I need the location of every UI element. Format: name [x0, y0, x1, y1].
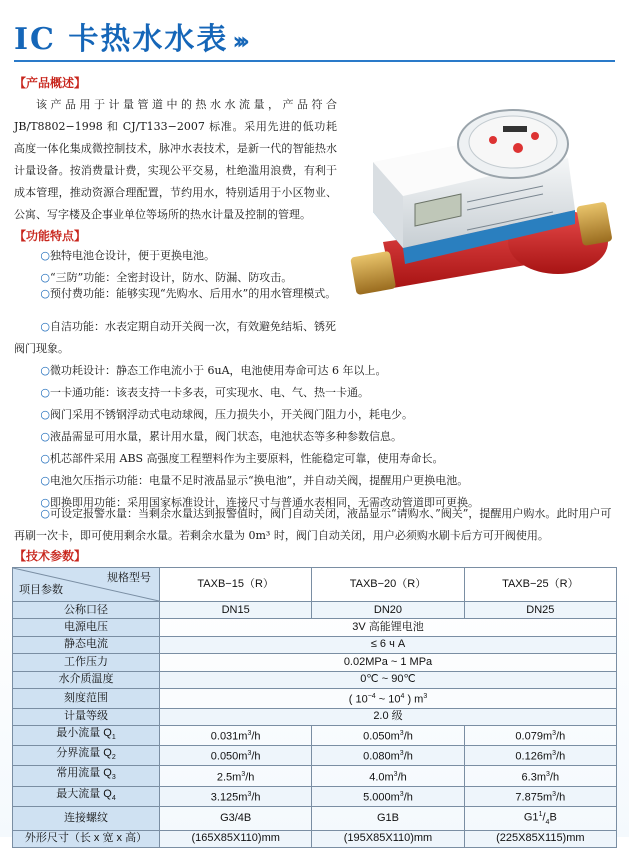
page-title [14, 14, 244, 58]
cell-value: 0.080 [363, 751, 391, 764]
superscript: 3 [399, 730, 404, 738]
superscript: 4 [400, 692, 405, 700]
table-cell: $7.875m^3/h$ [464, 786, 616, 806]
row-label [13, 726, 160, 746]
table-cell: (195X85X110)mm [312, 830, 464, 847]
feature-text: 电池欠压指示功能：电量不足时液晶显示“换电池”，并自动关阀，提醒用户更换电池。 [50, 474, 469, 487]
table-row [13, 830, 617, 847]
table-row [13, 806, 617, 830]
cell-value: B [549, 811, 557, 824]
cell-value: 0.126 [515, 751, 543, 764]
table-cell: DN20 [312, 602, 464, 619]
superscript: 3 [546, 770, 550, 778]
row-label: 电源电压 [13, 619, 160, 636]
cell-value: 0.031 [210, 730, 239, 743]
feature-item [14, 316, 337, 360]
table-cell: (225X85X115)mm [464, 830, 616, 847]
table-header-corner [13, 568, 160, 602]
superscript: 3 [399, 790, 404, 798]
row-label [13, 786, 160, 806]
table-cell: 3V 高能锂电池 [160, 619, 617, 636]
feature-text: 预付费功能：能够实现“先购水、后用水”的用水管理模式。 [50, 287, 337, 300]
feature-text: 液晶需显可用水量，累计用水量，阀门状态，电池状态等多种参数信息。 [50, 430, 402, 443]
table-row [13, 602, 617, 619]
table-cell: $0.079m^3/h$ [464, 726, 616, 746]
superscript: 3 [393, 770, 398, 778]
superscript: 3 [247, 750, 252, 758]
row-label-text: 分界流量 Q [56, 747, 112, 760]
superscript: 3 [247, 730, 252, 738]
feature-text: 机芯部件采用 ABS 高强度工程塑料作为主要原料，性能稳定可靠，使用寿命长。 [50, 452, 444, 465]
cell-value: 0.079 [515, 730, 543, 743]
circle-bullet-icon: ○ [40, 386, 50, 399]
feature-item [14, 448, 444, 470]
table-cell: G1B [312, 806, 464, 830]
table-row [13, 708, 617, 725]
section-specs-heading: 【技术参数】 [14, 549, 87, 563]
circle-bullet-icon: ○ [40, 408, 50, 421]
superscript: 3 [552, 790, 557, 798]
row-label-text: 最小流量 Q [56, 727, 112, 739]
circle-bullet-icon: ○ [40, 430, 50, 443]
cell-value: 3.125 [210, 791, 239, 804]
row-label: 连接螺纹 [13, 806, 160, 830]
table-row [13, 786, 617, 806]
feature-text: 可设定报警水量：当剩余水量达到报警值时，阀门自动关闭，液晶显示“请购水、”阀关”，提醒用户购水。此时用户可再刷一次卡，即可使用剩余水量。若剩余水量为 0m³ 时，阀门自动关闭，用户必须购水刷卡后方可开阀使用。 [14, 507, 612, 542]
section-overview-heading: 【产品概述】 [14, 76, 87, 90]
cell-value: 0.050 [210, 751, 239, 764]
feature-text: 即换即用功能：采用国家标准设计，连接尺寸与普通水表相同，无需改动管道即可更换。 [50, 496, 479, 509]
title-divider [14, 60, 615, 62]
circle-bullet-icon: ○ [40, 496, 50, 509]
cell-value: 0.050 [363, 730, 391, 743]
subscript: 3 [111, 774, 116, 782]
table-cell: $G1^1/_4B$ [464, 806, 616, 830]
circle-bullet-icon: ○ [40, 507, 50, 520]
superscript: 3 [399, 750, 404, 758]
section-features-heading: 【功能特点】 [14, 229, 87, 243]
column-header: TAXB−15（R） [160, 568, 312, 602]
feature-text: “三防”功能：全密封设计，防水、防漏、防攻击。 [50, 271, 293, 284]
superscript: −4 [367, 692, 376, 700]
circle-bullet-icon: ○ [40, 271, 50, 284]
column-header: TAXB−25（R） [464, 568, 616, 602]
table-row [13, 766, 617, 786]
row-label: 水介质温度 [13, 671, 160, 688]
feature-item [14, 470, 468, 492]
row-label: 外形尺寸（长 x 宽 x 高） [13, 830, 160, 847]
row-label [13, 746, 160, 766]
table-cell: DN25 [464, 602, 616, 619]
feature-text: 微功耗设计：静态工作电流小于 6uA，电池使用寿命可达 6 年以上。 [50, 364, 387, 377]
feature-item [14, 426, 402, 448]
subscript: 4 [111, 794, 116, 802]
circle-bullet-icon: ○ [40, 452, 50, 465]
feature-item [14, 503, 614, 547]
table-cell: $0.080m^3/h$ [312, 746, 464, 766]
row-label: 公称口径 [13, 602, 160, 619]
table-cell: $4.0m^3/h$ [312, 766, 464, 786]
row-label: 静态电流 [13, 636, 160, 653]
superscript: 3 [552, 730, 557, 738]
table-cell: DN15 [160, 602, 312, 619]
water-meter-image [343, 92, 615, 332]
table-cell: $5.000m^3/h$ [312, 786, 464, 806]
row-label: 计量等级 [13, 708, 160, 725]
circle-bullet-icon: ○ [40, 320, 50, 333]
spec-table [12, 567, 617, 848]
feature-item [14, 404, 413, 426]
cell-value: G1 [523, 811, 539, 824]
cell-value: 2.5 [216, 771, 233, 784]
table-cell: ≤ 6 ч A [160, 636, 617, 653]
table-cell: $0.031m^3/h$ [160, 726, 312, 746]
table-cell: 2.0 级 [160, 708, 617, 725]
table-cell: $2.5m^3/h$ [160, 766, 312, 786]
table-cell: $0.050m^3/h$ [312, 726, 464, 746]
subscript: 4 [545, 818, 550, 826]
overview-paragraph: 该产品用于计量管道中的热水水流量，产品符合 JB/T8802−1998 和 CJ/T133−2007 标准。采用先进的低功耗高度一体化集成微控制技术，脉冲水表技术，是新一代的智能热水计量设备。按消费量计费，实现公平交易，杜绝滥用浪费，有利于成本管理，推动资源合理配置，节约用水，特别适用于小区物业、公寓、写字楼及企事业单位等场所的热水计量及控制的管理。 [14, 98, 337, 221]
table-cell: G3/4B [160, 806, 312, 830]
table-cell: $3.125m^3/h$ [160, 786, 312, 806]
circle-bullet-icon: ○ [40, 474, 50, 487]
superscript: 3 [552, 750, 557, 758]
row-label: 工作压力 [13, 654, 160, 671]
row-label-text: 常用流量 Q [56, 767, 112, 780]
circle-bullet-icon: ○ [40, 287, 50, 300]
header-model-label: 规格型号 [107, 572, 151, 584]
cell-value: 4.0 [369, 771, 385, 784]
feature-text: 阀门采用不锈钢浮动式电动球阀，压力损失小，开关阀门阻力小，耗电少。 [50, 408, 413, 421]
table-cell: $0.050m^3/h$ [160, 746, 312, 766]
cell-value: 5.000 [363, 791, 391, 804]
title-arrows: ››› [232, 27, 245, 55]
circle-bullet-icon: ○ [40, 249, 50, 262]
table-row [13, 619, 617, 636]
table-row [13, 636, 617, 653]
table-cell: 0.02MPa ~ 1 MPa [160, 654, 617, 671]
superscript: 3 [423, 692, 428, 700]
cell-value: 6.3 [521, 771, 537, 784]
table-cell: ( $10^{-4}$ ~ $10^4$ ) $m^3$ [160, 688, 617, 708]
column-header: TAXB−20（R） [312, 568, 464, 602]
table-cell: $6.3m^3/h$ [464, 766, 616, 786]
feature-item [14, 382, 369, 404]
row-label [13, 766, 160, 786]
table-cell: (165X85X110)mm [160, 830, 312, 847]
row-label-text: 最大流量 Q [56, 787, 112, 800]
table-row [13, 654, 617, 671]
table-cell: 0℃ ~ 90℃ [160, 671, 617, 688]
table-row [13, 726, 617, 746]
feature-item [14, 245, 215, 267]
subscript: 1 [111, 734, 116, 742]
superscript: 3 [247, 790, 252, 798]
subscript: 2 [111, 754, 116, 762]
superscript: 1 [538, 810, 543, 818]
superscript: 3 [241, 770, 246, 778]
cell-value: 7.875 [515, 791, 543, 804]
feature-item [14, 360, 387, 382]
feature-item [14, 283, 337, 305]
table-row [13, 671, 617, 688]
table-cell: $0.126m^3/h$ [464, 746, 616, 766]
feature-text: 独特电池仓设计，便于更换电池。 [50, 249, 215, 262]
circle-bullet-icon: ○ [40, 364, 50, 377]
feature-text: 一卡通功能：该表支持一卡多表，可实现水、电、气、热一卡通。 [50, 386, 369, 399]
table-row [13, 688, 617, 708]
feature-text: 自洁功能：水表定期自动开关阀一次，有效避免结垢、锈死阀门现象。 [14, 320, 336, 355]
table-row [13, 746, 617, 766]
header-param-label: 项目参数 [19, 584, 63, 596]
title-text: IC 卡热水水表 [14, 22, 229, 57]
row-label: 刻度范围 [13, 688, 160, 708]
